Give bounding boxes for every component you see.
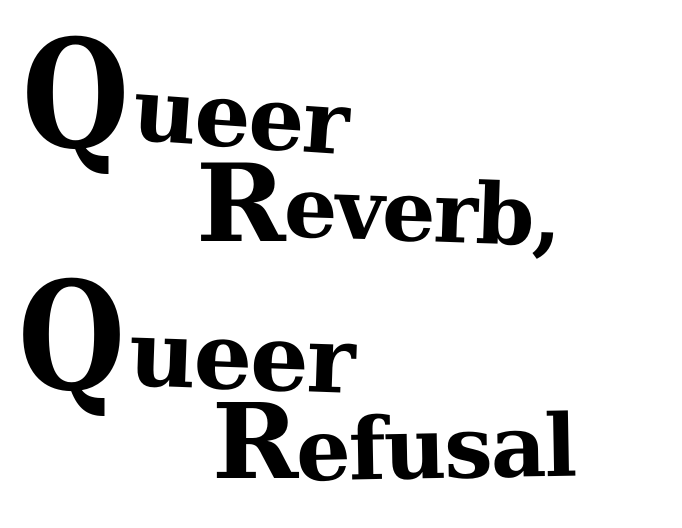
title-line-2-rest: everb, [282,157,562,266]
title-line-2-initial: R [196,141,284,267]
title-line-1-initial: Q [22,7,128,183]
title-line-reverb [196,141,562,267]
title-line-1-rest: ueer [129,56,351,176]
title-line-4-initial: R [212,380,297,503]
title-line-4-rest: efusal [295,395,577,502]
title-line-refusal [212,380,577,503]
title-line-3-rest: ueer [126,299,355,415]
title-line-queer-1 [22,7,351,183]
title-line-3-initial: Q [18,249,124,425]
